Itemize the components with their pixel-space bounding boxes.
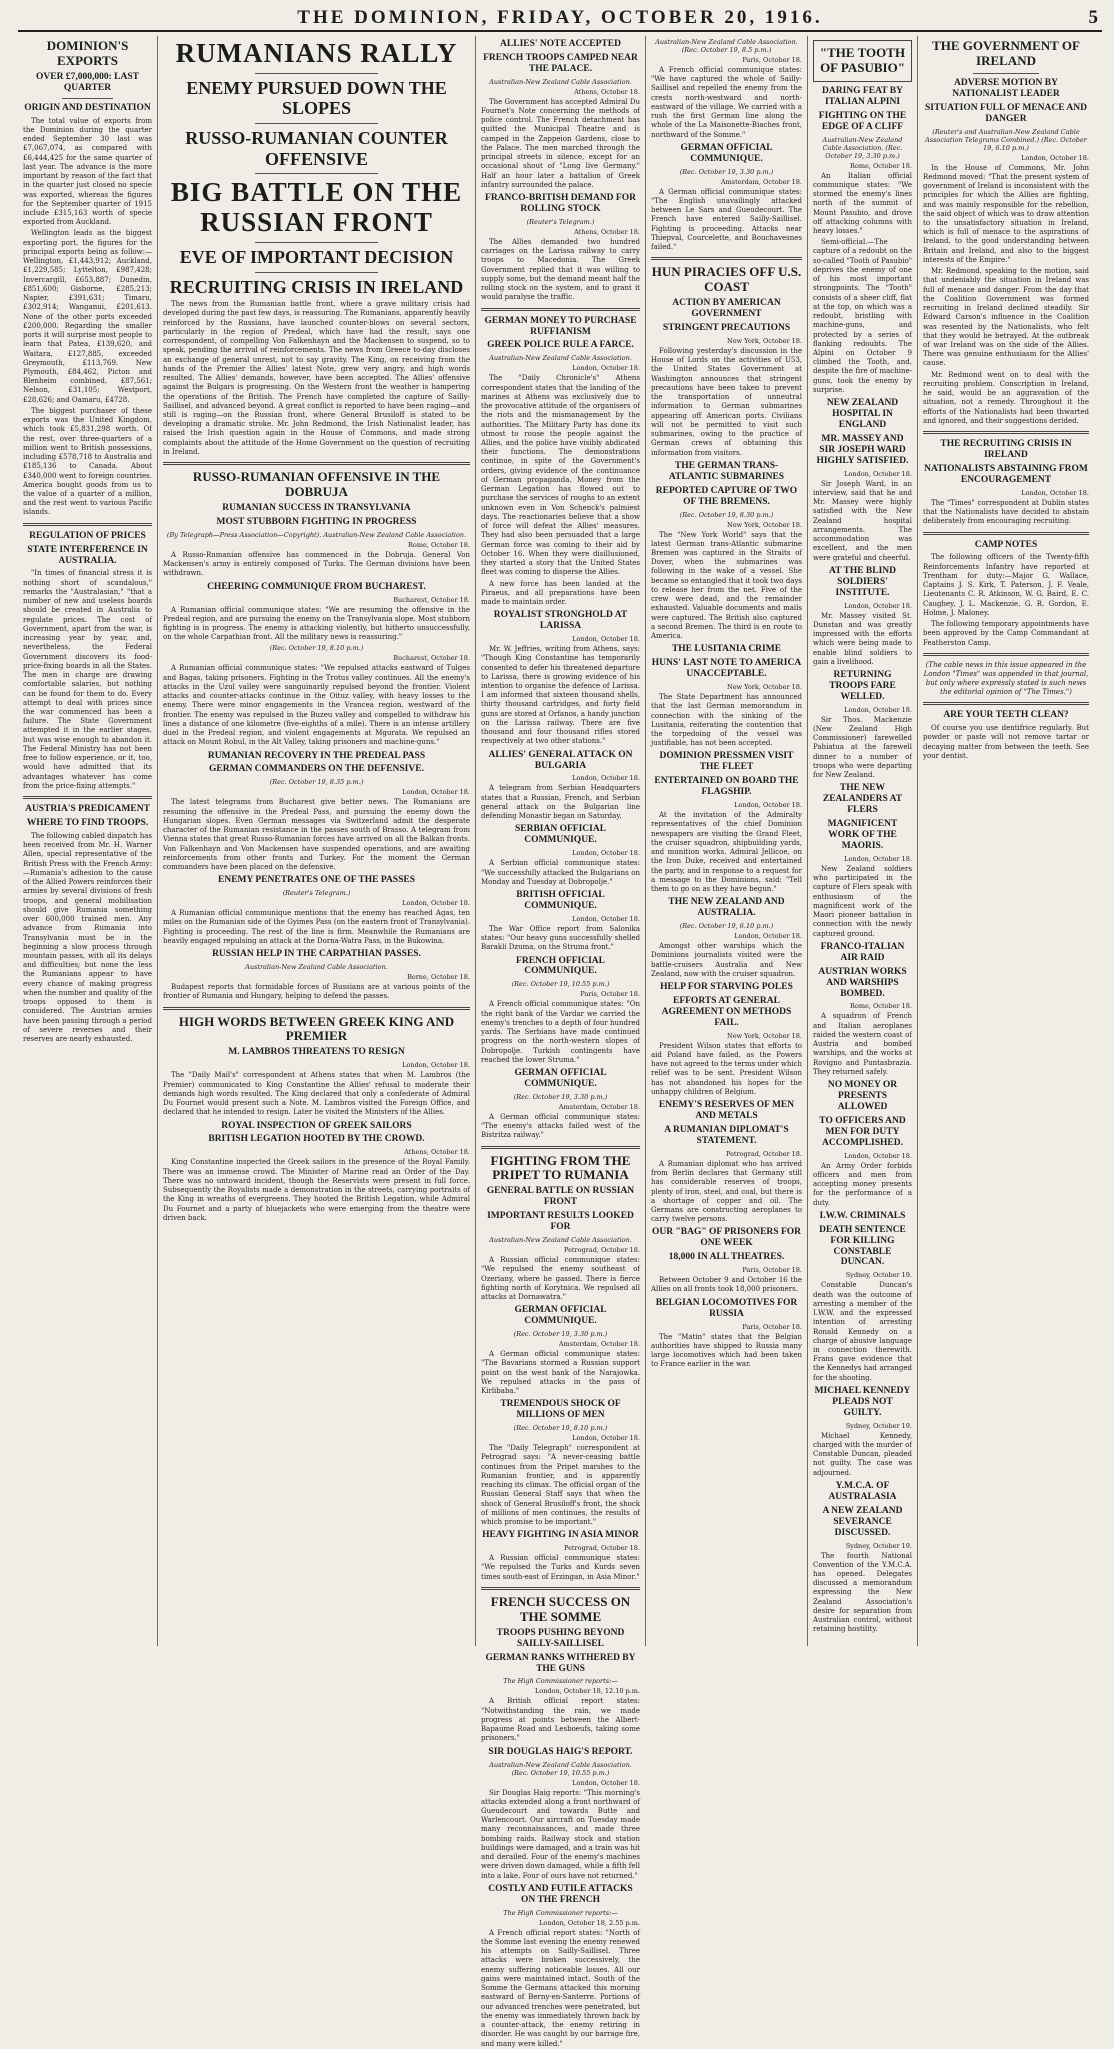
article-paragraph: A Rumanian diplomat who has arrived from Berlin declares that Germany still has considerable reserves of troops, plenty of iron, steel, and coal, but there is a shortage of copper and oil. The Germans are constructing aeroplanes to carry twelve persons. [651, 1159, 802, 1224]
subheadline: ENTERTAINED ON BOARD THE FLAGSHIP. [654, 776, 799, 798]
headline: I.W.W. CRIMINALS [819, 1210, 906, 1221]
subheadline: SIR DOUGLAS HAIG'S REPORT. [488, 1746, 633, 1757]
dateline: London, October 18. [844, 854, 912, 863]
headline: NEW ZEALAND HOSPITAL IN ENGLAND [826, 398, 899, 431]
dateline: London, October 18, 12.10 p.m. [534, 1687, 640, 1696]
subheadline: RUMANIAN SUCCESS IN TRANSYLVANIA [222, 503, 411, 514]
article-paragraph: The following cabled dispatch has been received from Mr. H. Warner Allen, special representative of the British Press with the French Army:—Rumania's adhesion to the cause of the Allied Powers reinforces their armies by several divisions of fresh troops, and general mobilisation should give Rumania something over 600,000 trained men. Any advance from Rumania into Transylvania must be in the beginning a slow process through mountain passes, with all its delays and difficulties; but none the less the Rumanians appear to have every chance of making progress when the number and quality of the troops opposed to them is considered. The Austrian armies have been passing through a period of severe reverses and their reserves are nearly exhausted. [23, 831, 152, 1044]
article-paragraph: Semi-official.—The capture of a redoubt on the so-called "Tooth of Pasubio" deprives the enemy of one of his most important strongpoints. The "Tooth" consists of a sheer cliff, flat at the top, on which was a redoubt, bristling with machine-guns, and protected by a series of flanking redoubts. The Alpini on October 9 climbed the Tooth, and, despite the fire of machine-guns, took the enemy by surprise. [813, 238, 912, 394]
article-paragraph: A Rumanian official communique mentions that the enemy has reached Agas, ten miles on the Rumanian side of the Gyimes Pass (on the eastern front of Transylvania). Fighting is proceeding. The rest of the line is firm. Meanwhile the Rumanians are heavily engaged repulsing an attack at the Dorna-Watra Pass, in the Bukowina. [163, 909, 470, 945]
subheadline: THE NEW ZEALAND AND AUSTRALIA. [668, 897, 785, 919]
article-paragraph: A Russo-Rumanian offensive has commenced in the Dobruja. General Von Mackensen's army is entirely composed of Turks. The German divisions have been withdrawn. [163, 550, 470, 578]
dateline: London, October 18. [402, 788, 470, 797]
subheadline: COSTLY AND FUTILE ATTACKS ON THE FRENCH [488, 1883, 633, 1905]
main-headline: RUMANIANS RALLY [175, 38, 458, 68]
headline: Y.M.C.A. OF AUSTRALASIA [828, 1480, 897, 1502]
source-line: (By Telegraph—Press Association—Copyright). Australian-New Zealand Cable Association. [166, 530, 467, 539]
dateline: Athens, October 18. [574, 87, 640, 96]
dateline: Paris, October 18. [742, 56, 802, 64]
subheadline: DEATH SENTENCE FOR KILLING CONSTABLE DUNCAN. [819, 1224, 906, 1268]
article-paragraph: Mr. Redmond, speaking to the motion, said that undeniably the situation in Ireland was full of menace and danger. From the day that the Coalition Government was formed recruiting in Ireland declined steadily. Sir Edward Carson's influence in the Coalition was resented by the Nationalists, who felt that they would be betrayed. At the outbreak of war Ireland was on the side of the Allies. There was genuine enthusiasm for the Allies' cause. [923, 267, 1089, 368]
subheadline: NATIONALISTS ABSTAINING FROM ENCOURAGEMENT [924, 463, 1088, 485]
subheadline: REPORTED CAPTURE OF TWO OF THE BREMENS. [655, 485, 798, 507]
article-paragraph: A Rumanian official communique states: "We are resuming the offensive in the Predeal region, and are pursuing the enemy on the Transylvania slope. Most stubborn fighting is in progress. The enemy is attacking violently, but hitherto unsuccessfully, on the whole Carpathian front. All the military news is reassuring." [163, 605, 470, 642]
headline: RECRUITING CRISIS IN IRELAND [169, 276, 464, 297]
source-line: The High Commissioner reports:— [503, 1677, 618, 1686]
subheadline: TROOPS PUSHING BEYOND SAILLY-SAILLISEL [496, 1627, 625, 1649]
dateline: London, October 18. [572, 364, 640, 373]
subheadline: FRANCO-BRITISH DEMAND FOR ROLLING STOCK [485, 193, 636, 215]
divider [255, 73, 378, 74]
headline: ALLIES' NOTE ACCEPTED [500, 39, 621, 49]
article-paragraph: A squadron of French and Italian aeroplanes raided the western coast of Austria and bombed warships, and the works at Rovigno and Puntasbrazia. They returned safely. [813, 1012, 912, 1076]
dateline: London, October 18. [1021, 153, 1089, 162]
dateline: London, October 18. [402, 899, 470, 908]
advertisement-headline: ARE YOUR TEETH CLEAN? [943, 710, 1069, 721]
subheadline: MOST STUBBORN FIGHTING IN PROGRESS [216, 516, 417, 527]
divider [481, 1587, 640, 1590]
source-line: (Reuter's Telegram.) [282, 889, 351, 898]
dateline: Amsterdam, October 18. [558, 1102, 640, 1111]
divider [923, 702, 1089, 705]
article-paragraph: A German official communique states: "The English unavailingly attacked between Le Sars and Gueudecourt. The French have entered Sailly-Saillisel. Fighting is proceeding. Attacks near Thiepval, Courcelette, and Bouchavesnes failed." [651, 187, 802, 252]
divider [923, 532, 1089, 535]
subheadline: ROYAL INSPECTION OF GREEK SAILORS [221, 1120, 412, 1131]
page-number: 5 [1088, 7, 1098, 28]
received-line: (Rec. October 19, 8.30 p.m.) [679, 510, 774, 519]
dateline: Paris, October 18. [742, 1266, 802, 1275]
subheadline: STATE INTERFERENCE IN AUSTRALIA. [27, 544, 148, 566]
headline: THE GOVERNMENT OF IRELAND [932, 38, 1080, 68]
dateline: Athens, October 18. [404, 1148, 470, 1157]
editorial-notice: (The cable news in this issue appeared in the London "Times" was appended in that journal, but only where expressly stated is such news the editorial opinion of "The Times.") [923, 660, 1089, 697]
advertisement-text: Of course you use dentifrice regularly. But powder or paste will not remove tartar or decaying matter from between the teeth. See your dentist. [923, 724, 1089, 760]
dateline: London, October 18. [734, 932, 802, 941]
article-paragraph: The "Times" correspondent at Dublin states that the Nationalists have decided to abstain deliberately from encouraging recruiting. [923, 498, 1089, 526]
column-6 [918, 36, 1094, 1646]
headline: ROYALIST STRONGHOLD AT LARISSA [493, 610, 628, 632]
subheadline: A NEW ZEALAND SEVERANCE DISCUSSED. [822, 1505, 903, 1538]
article-paragraph: A French official report states: "North of the Somme last evening the enemy renewed his attempts on Sailly-Saillisel. Three attacks were broken successively, the enemy suffering noticeable losses. All our gains were maintained intact. South of the Somme the Germans attacked this morning eastward of Berny-en-Santerre. Portions of our advanced trenches were penetrated, but the enemy was immediately thrown back by a counter-attack, the enemy retiring in disorder. He was caught by our barrage fire, and many were killed." [481, 1928, 640, 2048]
article-paragraph: Sir Douglas Haig reports: "This morning's attacks extended along a front northward of Gueudecourt and towards Butte and Warlencourt. Our aircraft on Tuesday made many reconnaissances, and made three bombing raids. Railway stock and station buildings were damaged, and a train was hit and derailed. Four of the enemy's machines were driven down damaged, while a fifth fell into a lake. Four of ours have not returned." [481, 1788, 640, 1880]
dateline: Paris, October 18. [580, 990, 640, 999]
article-paragraph: The State Department has announced that the last German memorandum in connection with the sinking of the Lusitania, reiterating the contention that the torpedoing of the vessel was justifiable, has not been accepted. [651, 693, 802, 748]
dateline: London, October 18. [572, 635, 640, 644]
subheadline: SERBIAN OFFICIAL COMMUNIQUE. [514, 824, 607, 846]
article-paragraph: A telegram from Serbian Headquarters states that a Russian, French, and Serbian general attack on the Bulgarian line defending Monastir began on Saturday. [481, 784, 640, 821]
article-paragraph: Wellington leads as the biggest exporting port, the figures for the principal exports being as follow:—Wellington, £1,443,912; Auckland, £1,229,585; Lyttelton, £987,428; Invercargill, £653,887; Dunedin, £851,600; Gisborne, £285,213; Napier, £391,631; Timaru, £302,914; Wanganui, £201,613. None of the other ports exceeded £200,000. Regarding the smaller ports it will surprise most people to learn that Patea, £139,620, and Waitara, £127,885, exceeded Greymouth, £113,769. New Plymouth, £84,462, Picton and Blenheim combined, £87,561; Nelson, £31,105; Westport, £28,626; and Oamaru, £4728. [23, 229, 152, 404]
masthead-title: THE DOMINION, FRIDAY, OCTOBER 20, 1916. [297, 7, 823, 28]
headline: THE RECRUITING CRISIS IN IRELAND [940, 439, 1072, 461]
dateline: Petrograd, October 18. [563, 1246, 640, 1255]
received-line: (Rec. October 19, 3.30 p.m.) [679, 167, 774, 176]
divider [163, 1007, 470, 1010]
headline: DOMINION PRESSMEN VISIT THE FLEET [659, 751, 794, 773]
dateline: London, October 18. [844, 469, 912, 478]
received-line: (Rec. October 19, 8.35 p.m.) [269, 778, 364, 787]
article-paragraph: The Government has accepted Admiral Du Fournet's Note concerning the methods of police control. The French detachment has quitted the Municipal Theatre and is camped in the Zappeion Gardens, close to the Palace. The men marched through the principal streets in silence, except for an occasional shout of "Long live Germany." Half an hour later a battalion of Greek infantry surrounded the palace. [481, 97, 640, 189]
article-paragraph: The "Daily Mail's" correspondent at Athens states that when M. Lambros (the Premier) communicated to King Constantine the Allies' refusal to moderate their demands high words resulted. The King declared that only a confederate of Admiral Du Fournet would present such a Note. M. Lambros visited the Foreign Office, and declared that he intended to resign. Later he visited the Ministers of the Allies. [163, 1071, 470, 1117]
received-line: (Rec. October 19, 8.10 p.m.) [269, 644, 364, 653]
subheadline: TO OFFICERS AND MEN FOR DUTY ACCOMPLISHED. [819, 1115, 906, 1148]
article-paragraph: An Italian official communique states: "We stormed the enemy's lines north of the summit of Mount Pasubio, and drove off attacking columns with heavy losses." [813, 171, 912, 235]
received-line: (Rec. October 19, 6.10 p.m.) [679, 922, 774, 931]
subheadline: WHERE TO FIND TROOPS. [26, 818, 149, 829]
headline: DOMINION'S EXPORTS [46, 38, 129, 68]
subheadline: DARING FEAT BY ITALIAN ALPINI [822, 85, 903, 107]
article-paragraph: A German official communique states: "The enemy's attacks failed west of the Bistritza railway." [481, 1112, 640, 1140]
dateline: London, October 18. [572, 1434, 640, 1443]
dateline: Sydney, October 19. [845, 1421, 912, 1430]
headline: HIGH WORDS BETWEEN GREEK KING AND PREMIER [178, 1013, 455, 1044]
article-paragraph: The following officers of the Twenty-fifth Reinforcements Infantry have reported at Trentham for duty:—Major G. Wallace, Captains J. S. Kirk, T. Paterson, J. F. Veale, Lieutenants C. R. Atkinson, W. G. Baird, E. C. Caughey, J. L. Mackenzie, G. R. Gordon, E. Holme, J. Maloney. [923, 553, 1089, 617]
headline: ENEMY PURSUED DOWN THE SLOPES [186, 77, 447, 119]
article-paragraph: The following temporary appointments have been approved by the Camp Commandant at Featherston Camp. [923, 620, 1089, 647]
article-paragraph: The "New York World" says that the latest German trans-Atlantic submarine Bremen was captured in the Straits of Dover, when the submarines was following in the wake of a vessel. She became so entangled that it took two days to release her from the net. Five of the crew were dead, and the remainder exhausted. Valuable documents and mails were captured. The British also captured a second Bremen. The third is en route to America. [651, 530, 802, 641]
article-paragraph: The latest telegrams from Bucharest give better news. The Rumanians are resuming the offensive in the Predeal Pass, and pursuing the enemy down the Hungarian slopes. Even German messages via Switzerland admit the desperate character of the Rumanian resistance in the passes south of Brasso. A telegram from Vienna states that great Russo-Rumanian forces have arrived on all the Balkan fronts. Von Falkenhayn and Von Mackensen have suspended operations, and are awaiting reinforcements from other fronts and Turkey. For the moment the German commanders have been placed on the defensive. [163, 798, 470, 872]
subheadline: GERMAN OFFICIAL COMMUNIQUE. [680, 142, 773, 164]
headline: OUR "BAG" OF PRISONERS FOR ONE WEEK [651, 1227, 801, 1249]
column-1 [18, 36, 158, 1646]
article-paragraph: At the invitation of the Admiralty representatives of the chief Dominion newspapers are visiting the Grand Fleet, the cruiser squadron, shipbuilding yards, and munition works. Admiral Jellicoe, on the Iron Duke, received and entertained the party, and in response to a request for a message to the Dominions, said: "Tell them to go on as they have begun." [651, 811, 802, 894]
article-paragraph: The biggest purchaser of these exports was the United Kingdom, which took £5,831,298 worth. Of the rest, over three-quarters of a million went to British possessions, including £578,718 to Australia and £185,136 to Canada. About £340,000 went to foreign countries. America bought goods from us to the value of a quarter of a million, and the rest went to various Pacific islands. [23, 406, 152, 517]
subheadline: GENERAL BATTLE ON RUSSIAN FRONT [486, 1186, 635, 1208]
article-paragraph: Sir Joseph Ward, in an interview, said that he and Mr. Massey were highly satisfied with the New Zealand hospital arrangements. The accommodation was excellent, and the men were grateful and cheerful. [813, 479, 912, 562]
article-paragraph: Amongst other warships which the Dominions journalists visited were the battle-cruisers Australia and New Zealand, now with the cruiser squadron. [651, 942, 802, 978]
received-line: (Rec. October 19, 8.10 p.m.) [513, 1424, 608, 1433]
source-line: Australian-New Zealand Cable Association. [489, 1236, 632, 1245]
subheadline: GREEK POLICE RULE A FARCE. [487, 340, 634, 351]
headline: EVE OF IMPORTANT DECISION [179, 246, 454, 267]
article-paragraph: New Zealand soldiers who participated in the capture of Flers speak with enthusiasm of the magnificent work of the Maori pioneer battalion in connection with the newly captured ground. [813, 864, 912, 938]
divider [923, 431, 1089, 434]
article-paragraph: A Russian official communique states: "We repulsed the Turks and Kurds seven times south-east of Erzingan, in Asia Minor." [481, 1554, 640, 1581]
source-line: (Reuter's Telegram.) [526, 217, 595, 226]
dateline: Petrograd, October 18. [725, 1149, 802, 1158]
article-paragraph: Constable Duncan's death was the outcome of arresting a member of the I.W.W. and the expressed intention of arresting Ronald Kennedy on a charge of abusive language in connection therewith. Frans gave evidence that the Kennedys had arranged for the shooting. [813, 1281, 912, 1382]
divider [23, 796, 152, 799]
source-line: Australian-New Zealand Cable Association. [489, 354, 632, 363]
dateline: Sydney, October 19. [845, 1541, 912, 1550]
subheadline: STRINGENT PRECAUTIONS [662, 323, 791, 334]
divider [923, 653, 1089, 656]
article-paragraph: Between October 9 and October 16 the Allies on all fronts took 18,000 prisoners. [651, 1276, 802, 1294]
dateline: Berne, October 18. [407, 973, 470, 982]
divider [481, 308, 640, 311]
subheadline: RUMANIAN RECOVERY IN THE PREDEAL PASS [207, 750, 426, 761]
column-4 [646, 36, 808, 1646]
subheadline: HUNS' LAST NOTE TO AMERICA UNACCEPTABLE. [651, 658, 802, 680]
dateline: London, October 18. [844, 601, 912, 610]
article-paragraph: A Rumanian official communique states: "We repulsed attacks eastward of Tulges and Bagas, taking prisoners. Fighting in the Trotus valley continues. All the enemy's attacks in the Uzul valley were sanguinarily repulsed beyond the frontier. Violent attacks and counter-attacks continue in the Oituz valley, with heavy losses to the enemy. There were minor engagements in the Vrancea region, westward of the frontier. The enemy was repulsed in the Buzeu valley and compelled to withdraw his lines a distance of one kilometre (five-eighths of a mile). There is an intense artillery duel in the Predeal region, and violent engagements at Mgurata. We repulsed an attack on Mount Robul, in the Alt Valley, taking prisoners and machine-guns." [163, 664, 470, 747]
subheadline: TREMENDOUS SHOCK OF MILLIONS OF MEN [500, 1399, 621, 1421]
headline: BELGIAN LOCOMOTIVES FOR RUSSIA [655, 1297, 798, 1319]
dateline: London, October 18. [572, 1778, 640, 1787]
received-line: (Rec. October 19, 3.30 p.m.) [513, 1330, 608, 1339]
headline: RUSSO-RUMANIAN OFFENSIVE IN THE DOBRUJA [192, 469, 441, 500]
divider [255, 173, 378, 174]
subheadline: AUSTRIAN WORKS AND WARSHIPS BOMBED. [818, 966, 907, 999]
subheadline: FRENCH OFFICIAL COMMUNIQUE. [516, 955, 605, 977]
subheadline: A RUMANIAN DIPLOMAT'S STATEMENT. [664, 1125, 789, 1146]
source-line: (Reuter's and Australian-New Zealand Cable Association Telegrams Combined.) (Rec. October 19, 6.10 p.m.) [925, 127, 1087, 152]
article-paragraph: The fourth National Convention of the Y.M.C.A. has opened. Delegates discussed a memorandum expressing the New Zealand Association's desire for separation from Australian control, without retaining hostility. [813, 1551, 912, 1634]
dateline: London, October 18, 2.55 p.m. [539, 1918, 640, 1927]
divider [62, 98, 114, 99]
headline: THE NEW ZEALANDERS AT FLERS [822, 783, 903, 816]
dateline: New York, October 18. [727, 520, 802, 529]
article-paragraph: A new force has been landed at the Piraeus, and all preparations have been made to maintain order. [481, 579, 640, 606]
dateline: Amsterdam, October 18. [558, 1340, 640, 1349]
article-paragraph: Mr. Redmond went on to deal with the recruiting problem. Conscription in Ireland, he said, would be an aggravation of the situation, not a remedy. Throughout it the efforts of the Nationalists had been thwarted and ignored, and their suggestions derided. [923, 370, 1089, 425]
divider [255, 272, 378, 273]
divider [481, 1146, 640, 1149]
headline: HUN PIRACIES OFF U.S. COAST [651, 264, 802, 295]
divider [23, 523, 152, 526]
subheadline: ORIGIN AND DESTINATION [24, 102, 151, 113]
subheadline: CHEERING COMMUNIQUE FROM BUCHAREST. [207, 581, 426, 592]
headline: GERMAN MONEY TO PURCHASE RUFFIANISM [484, 315, 637, 337]
headline: ENEMY'S RESERVES OF MEN AND METALS [658, 1100, 795, 1122]
received-line: (Rec. October 19, 3.30 p.m.) [513, 1092, 608, 1101]
subheadline: BRITISH OFFICIAL COMMUNIQUE. [516, 889, 605, 911]
received-line: Australian-New Zealand Cable Association. (Rec. October 19, 10.55 p.m.) [489, 1760, 632, 1777]
subheadline: FRENCH TROOPS CAMPED NEAR THE PALACE. [483, 52, 638, 74]
article-paragraph: The total value of exports from the Dominion during the quarter ended September 30 last was £7,067,074, as compared with £6,444,425 for the same quarter of last year. The advance is the more important by reason of the fact that in the quarter just closed no specie was exported, whereas the figures for the September quarter of 1915 include £315,163 worth of specie exported from Auckland. [23, 116, 152, 227]
divider [651, 257, 802, 260]
subheadline: MICHAEL KENNEDY PLEADS NOT GUILTY. [814, 1385, 911, 1418]
article-paragraph: The War Office report from Salonika states: "Our heavy guns successfully shelled Barakli Dzuma, on the Struma front." [481, 924, 640, 952]
dateline: London, October 18. [1021, 488, 1089, 497]
boxed-article [813, 40, 912, 82]
article-paragraph: Michael Kennedy, charged with the murder of Constable Duncan, pleaded not guilty. The case was adjourned. [813, 1431, 912, 1477]
headline: ALLIES' GENERAL ATTACK ON BULGARIA [488, 749, 633, 771]
article-paragraph: President Wilson states that efforts to aid Poland have failed, as the Powers have not agreed to the terms under which relief was to be sent. President Wilson has not abandoned his hopes for the unhappy children of Belgium. [651, 1041, 802, 1096]
headline: "THE TOOTH OF PASUBIO" [819, 45, 906, 75]
subheadline: RETURNING TROOPS FARE WELLED. [829, 670, 896, 702]
article-paragraph: In the House of Commons, Mr. John Redmond moved: "That the present system of government of Ireland is inconsistent with the principles for which the Allies are fighting, and was mainly responsible for the rebellion, the said object of which was to draw attention to the unsatisfactory situation in Ireland, which is full of menace to the aspirations of Ireland, to the good understanding between Britain and Ireland, and also to the biggest interests of the Empire." [923, 163, 1089, 264]
headline: FRENCH SUCCESS ON THE SOMME [490, 1593, 631, 1624]
dateline: London, October 18. [572, 774, 640, 783]
subheadline: SITUATION FULL OF MENACE AND DANGER [924, 102, 1088, 124]
subheadline: ACTION BY AMERICAN GOVERNMENT [672, 298, 781, 320]
subheadline: GERMAN COMMANDERS ON THE DEFENSIVE. [209, 764, 424, 775]
subheadline: AT THE BLIND SOLDIERS' INSTITUTE. [828, 565, 897, 598]
dateline: Paris, October 18. [742, 1322, 802, 1331]
column-3 [476, 36, 646, 2048]
dateline: Bucharest, October 18. [393, 654, 470, 663]
article-paragraph: A German official communique states: "The Bavarians stormed a Russian support point on the west bank of the Narajowka. We repulsed attacks in the pass of Kirlibaba." [481, 1350, 640, 1396]
subheadline: GERMAN RANKS WITHERED BY THE GUNS [485, 1652, 636, 1674]
article-paragraph: A Russian official communique states: "We repulsed the enemy southeast of Ozeriany, where he gassed. There is fierce fighting north of Korytnica. We repulsed all attacks at Dornawatra." [481, 1256, 640, 1302]
headline: AUSTRIA'S PREDICAMENT [25, 804, 150, 815]
subheadline: BRITISH LEGATION HOOTED BY THE CROWD. [208, 1134, 425, 1145]
article-paragraph: The "Daily Chronicle's" Athens correspondent states that the landing of the marines at Athens was exclusively due to the provocative attitude of the organisers of the riots and the mismanagement by the authorities. The Military Party has done its utmost to rouse the people against the Allies, and the police have visibly abdicated their functions. The demonstrations continue, in spite of the Government's orders, giving evidence of the continuance of German propaganda. Money from the German Legation has flowed out to purchase the services of roughs to an extent unknown even in Von Schenck's palmiest days. The reactionaries believe that a show of force will defeat the Allies' measures. They had also been persuaded that a large German force was coming to their aid by October 16. When they were disillusioned, they started a story that the United States fleet was coming to disperse the Allies. [481, 374, 640, 577]
headline: CAMP NOTES [974, 539, 1038, 550]
article-paragraph: "In times of financial stress it is nothing short of scandalous," remarks the "Australasian," "that a number of new and useless boards should be created in Australia to regulate prices. The cost of Government, apart from the war, is increasing year by year, and, nevertheless, the Federal Government discovers its food-price-fixing boards in all the States. The men in charge are drawing comfortable salaries, but nothing can be found for them to do. Every attempt to deal with prices since the war commenced has been a failure. The State Government attempted it in the earlier stages, but was wise enough to abandon it. The Federal Ministry has not been free to follow experience, or it, too, would have admitted that its advantages whatever has come from the price-fixing attempts." [23, 569, 152, 790]
dateline: New York, October 18. [727, 337, 802, 345]
dateline: New York, October 18. [727, 683, 802, 692]
received-line: Australian-New Zealand Cable Association. (Rec. October 19, 3.30 p.m.) [822, 135, 903, 160]
dateline: Rome, October 18. [850, 1002, 912, 1011]
dateline: Sydney, October 19. [845, 1271, 912, 1280]
subheadline: MAGNIFICENT WORK OF THE MAORIS. [827, 819, 898, 852]
dateline: Athens, October 18. [574, 227, 640, 236]
subheadline: ENEMY PENETRATES ONE OF THE PASSES [218, 875, 415, 886]
subheadline: EFFORTS AT GENERAL AGREEMENT ON METHODS FAIL. [661, 995, 792, 1028]
divider [163, 462, 470, 465]
article-paragraph: A French official communique states: "We have captured the whole of Sailly-Saillisel and repelled the enemy from the crests north-westward and north-eastward of the village. We carried with a rush the first German line along the whole of the La Maisonette-Biaches front, northward of the Somme." [651, 66, 802, 139]
subheadline: FIGHTING ON THE EDGE OF A CLIFF [818, 110, 907, 132]
article-paragraph: Sir Thos. Mackenzie (New Zealand High Commissioner) farewelled Pahiatua at the farewell dinner to a number of troops who were departing for New Zealand. [813, 715, 912, 780]
article-paragraph: Budapest reports that formidable forces of Russians are at various points of the frontier of Rumania and Hungary, helping to defend the passes. [163, 983, 470, 1001]
dateline: London, October 18. [844, 705, 912, 714]
subheadline: M. LAMBROS THREATENS TO RESIGN [228, 1047, 405, 1058]
headline: HELP FOR STARVING POLES [660, 982, 793, 993]
article-paragraph: The Allies demanded two hundred carriages on the Larissa railway to carry troops to Macedonia. The Greek Government replied that it was willing to supply some, but the demand meant half the rolling stock on the system, and to grant it would paralyse the traffic. [481, 237, 640, 302]
headline: THE LUSITANIA CRIME [671, 644, 782, 655]
subheadline: MR. MASSEY AND SIR JOSEPH WARD HIGHLY SATISFIED. [816, 433, 909, 466]
columns [18, 36, 1102, 2048]
dateline: London, October 18. [734, 801, 802, 810]
headline: NO MONEY OR PRESENTS ALLOWED [827, 1080, 898, 1112]
dateline: London, October 18. [844, 1151, 912, 1160]
headline: FRANCO-ITALIAN AIR RAID [820, 941, 905, 963]
article-paragraph: Mr. W. Jeffries, writing from Athens, says: "Though King Constantine has temporarily consented to defer his threatened departure to Larissa, there is growing evidence of his intention to organise the defence of Larissa. I am informed that sixteen thousand shells, thirty thousand cartridges, and forty field guns are stored at Orfanos, a handy junction on the Larissa railway. There are five thousand and four thousand rifles stored respectively at two other stations." [481, 645, 640, 746]
column-5 [808, 36, 918, 1646]
subheadline: RUSSIAN HELP IN THE CARPATHIAN PASSES. [212, 949, 421, 960]
subheadline: ADVERSE MOTION BY NATIONALIST LEADER [952, 77, 1060, 99]
dateline: London, October 18. [572, 914, 640, 923]
subheadline: 18,000 IN ALL THEATRES. [668, 1252, 785, 1263]
headline: REGULATION OF PRICES [29, 530, 146, 541]
subheadline: GERMAN OFFICIAL COMMUNIQUE. [514, 1068, 607, 1089]
source-line: Australian-New Zealand Cable Association. [489, 77, 632, 86]
divider [255, 123, 378, 124]
headline: BIG BATTLE ON THE RUSSIAN FRONT [170, 177, 463, 238]
masthead [18, 6, 1102, 32]
dateline: New York, October 18. [727, 1031, 802, 1040]
subheadline: HEAVY FIGHTING IN ASIA MINOR [482, 1530, 639, 1541]
article-paragraph: Mr. Massey visited St. Dunstan and was greatly impressed with the efforts which were being made to enable blind soldiers to gain a livelihood. [813, 611, 912, 666]
dateline: Rome, October 18. [850, 161, 912, 170]
source-line: The High Commissioner reports:— [503, 1908, 618, 1917]
received-line: Australian-New Zealand Cable Association. (Rec. October 19, 8.5 p.m.) [655, 38, 798, 54]
headline: RUSSO-RUMANIAN COUNTER OFFENSIVE [185, 128, 448, 169]
subheadline: IMPORTANT RESULTS LOOKED FOR [487, 1211, 634, 1233]
lead-paragraph: The news from the Rumanian battle front, where a grave military crisis had developed during the past few days, is reassuring. The Rumanians, apparently heavily reinforced by the Russians, have launched counter-blows on several sectors, particularly in the region of Predeal, which have had the result, says one correspondent, of compelling Von Falkenhayn and the Mackensen to suspend, so to speak, pending the arrival of reinforcements. The news from Greece to-day discloses an exchange of general unrest, not to say gravity. The King, on receiving from the hands of the Premier the Allies' latest Note, grew very angry, and high words resulted. The Allies' demands, however, have been accepted. The Allies' offensive against the Bulgars is progressing. On the Western front the weather is hampering the operations of the British. The French have completed the capture of Sailly-Saillisel, and advanced beyond. A great conflict is reported to have been raging—and still is raging—on the Russian front, where General Brusiloff is stated to be developing a dramatic stroke. Mr. John Redmond, the Irish Nationalist leader, has raised the Irish question again in the House of Commons, and made strong complaints about the attitude of the Home Government on the question of recruiting in Ireland. [163, 300, 470, 456]
divider [255, 242, 378, 243]
dateline: Rome, October 18. [408, 540, 470, 549]
dateline: Bucharest, October 18. [393, 595, 470, 604]
subheadline: OVER £7,000,000: LAST QUARTER [36, 71, 139, 93]
divider [973, 73, 1039, 74]
subheadline: GERMAN OFFICIAL COMMUNIQUE. [514, 1305, 607, 1327]
received-line: (Rec. October 19, 10.55 p.m.) [511, 980, 610, 989]
article-paragraph: The "Daily Telegraph" correspondent at Petrograd says: "A never-ceasing battle continues from the Pripet marshes to the Rumanian frontier, and is apparently reaching its climax. The official organ of the Russian General Staff says that when the shock of General Brusiloff's front, the shock of millions of men continues, the results of which promise to be important." [481, 1444, 640, 1527]
article-paragraph: A French official communique states: "On the right bank of the Vardar we carried the enemy's trenches to a depth of four hundred yards. The Serbians have made continued progress on the north-western slopes of Dobropolje. Turkish contingents have reached the lower Struma." [481, 1000, 640, 1064]
source-line: Australian-New Zealand Cable Association. [245, 963, 388, 972]
dateline: Petrograd, October 18. [563, 1544, 640, 1553]
article-paragraph: The "Matin" states that the Belgian authorities have shipped to Russia many large locomotives which had been taken to France earlier in the war. [651, 1332, 802, 1369]
article-paragraph: Following yesterday's discussion in the House of Lords on the activities of U53, the United States Government at Washington announces that stringent precautions have been taken to prevent the transportation of unneutral information to German submarines appearing off American ports. Civilians will not be permitted to visit such submarines, owing to the practice of German crews of obtaining this information from visitors. [651, 347, 802, 457]
dateline: London, October 18. [572, 849, 640, 858]
column-2 [158, 36, 476, 1646]
subheadline: THE GERMAN TRANS-ATLANTIC SUBMARINES [668, 460, 785, 482]
headline: FIGHTING FROM THE PRIPET TO RUMANIA [490, 1152, 631, 1183]
article-paragraph: King Constantine inspected the Greek sailors in the presence of the Royal Family. There was an immense crowd. The Minister of Marine read an Order of the Day. There was no untoward incident, though the Reservists were present in full force. Subsequently the Royalists made a demonstration in the streets, carrying portraits of the King in wreaths of evergreens. They hooted the British Legation, while Admiral Du Fournet and a party of bluejackets who were emerging from the theatre were driven back. [163, 1158, 470, 1222]
article-paragraph: A Serbian official communique states: "We successfully attacked the Bulgarians on Monday and Tuesday at Dobropolje." [481, 859, 640, 886]
dateline: Amsterdam, October 18. [720, 177, 802, 186]
article-paragraph: An Army Order forbids officers and men from accepting money presents for the performance of a duty. [813, 1161, 912, 1207]
article-paragraph: A British official report states: "Notwithstanding the rain, we made progress at points between the Albert-Bapaume Road and Lesboeufs, taking some prisoners." [481, 1697, 640, 1743]
dateline: London, October 18. [402, 1061, 470, 1070]
